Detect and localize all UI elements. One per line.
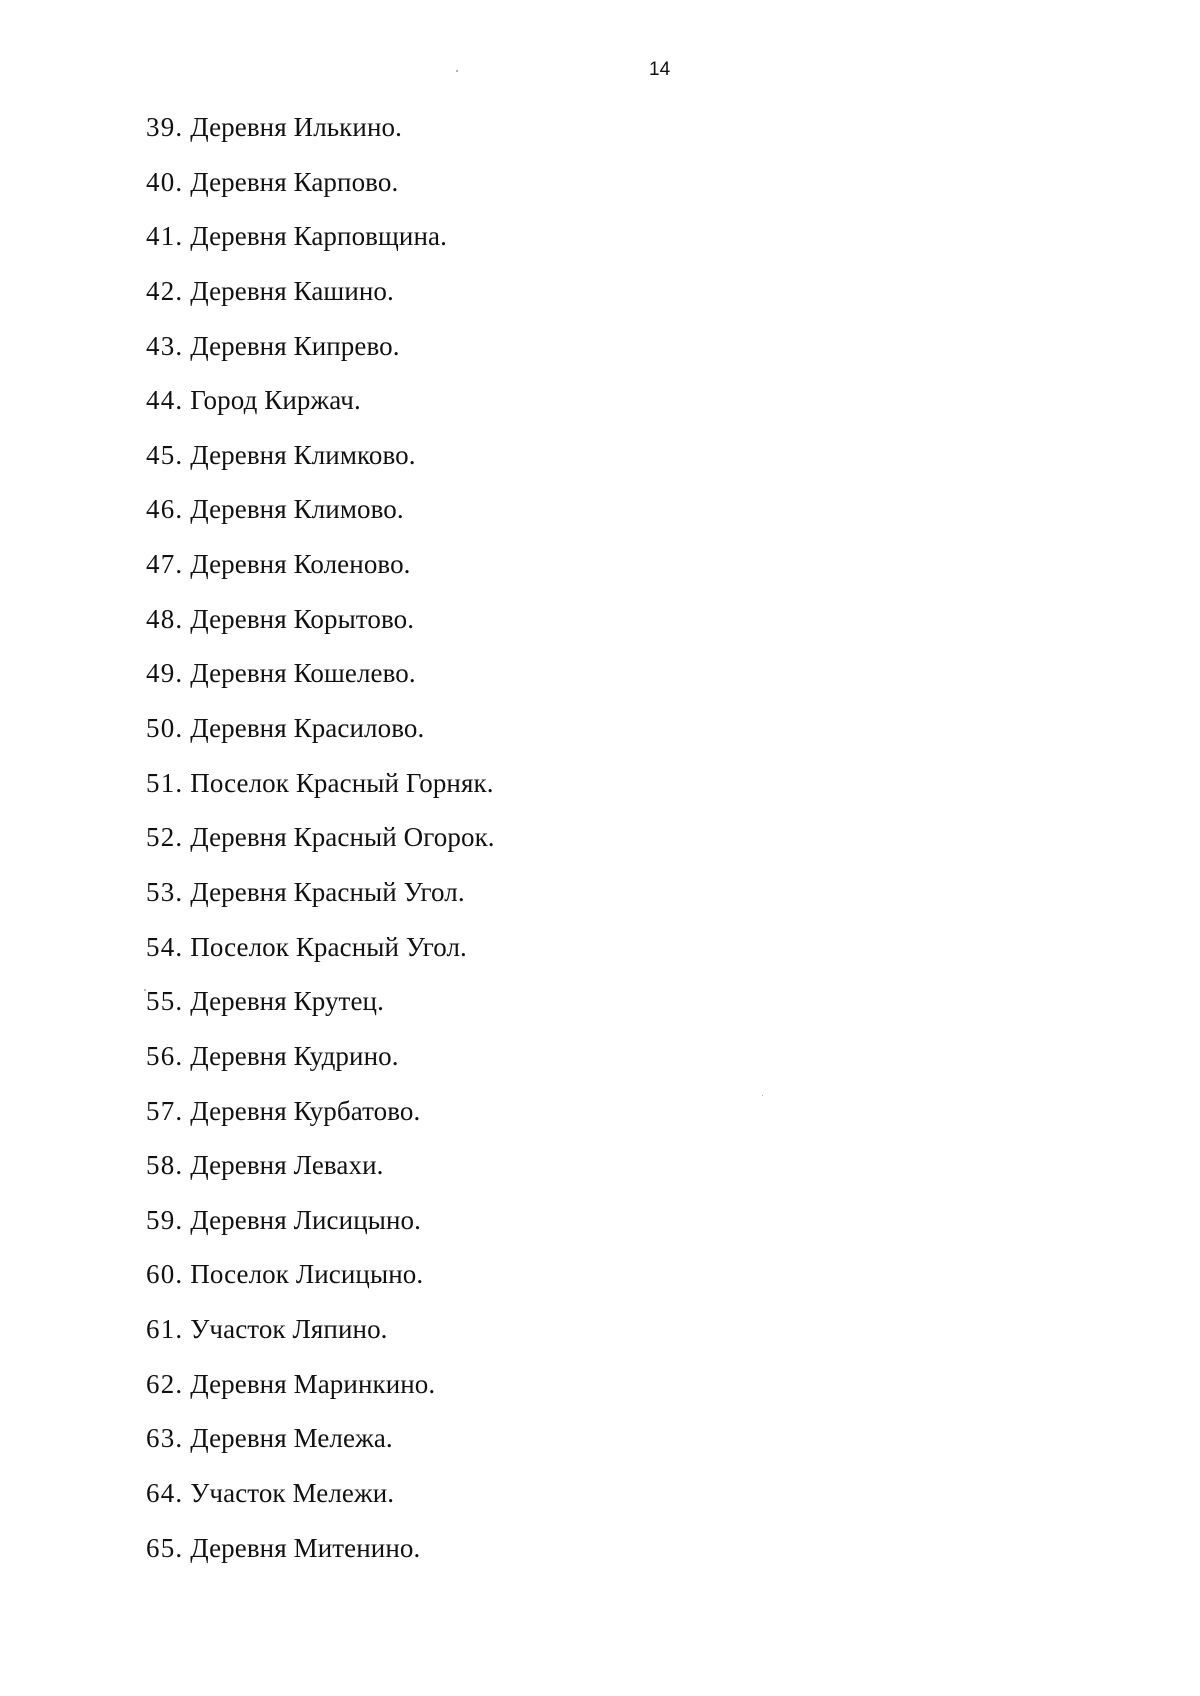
- item-text: Деревня Климково.: [190, 439, 416, 470]
- item-text: Деревня Красный Огорок.: [190, 822, 495, 853]
- list-item: [146, 164, 495, 219]
- item-text: Деревня Курбатово.: [190, 1095, 421, 1126]
- item-text: Поселок Лисицыно.: [190, 1259, 424, 1290]
- scan-speck: [762, 1095, 763, 1096]
- item-number: 46.: [146, 494, 184, 525]
- item-text: Деревня Мележа.: [190, 1423, 393, 1454]
- list-item: [146, 1202, 495, 1257]
- list-item: [146, 109, 495, 164]
- item-number: 64.: [146, 1478, 184, 1509]
- list-item: [146, 1420, 495, 1475]
- item-text: Участок Ляпино.: [190, 1314, 388, 1345]
- list-item: [146, 1038, 495, 1093]
- page-number: 14: [649, 59, 671, 80]
- item-text: Деревня Коленово.: [190, 549, 411, 580]
- item-number: 63.: [146, 1423, 184, 1454]
- item-text: Деревня Кипрево.: [190, 330, 400, 361]
- list-item: [146, 1093, 495, 1148]
- list-item: [146, 1256, 495, 1311]
- item-text: Город Киржач.: [190, 385, 361, 416]
- list-item: [146, 601, 495, 656]
- item-number: 59.: [146, 1204, 184, 1235]
- list-item: [146, 929, 495, 984]
- item-text: Деревня Карповщина.: [190, 221, 447, 252]
- item-text: Деревня Карпово.: [190, 166, 399, 197]
- item-number: 40.: [146, 166, 184, 197]
- item-text: Деревня Крутец.: [190, 986, 384, 1017]
- item-text: Деревня Маринкино.: [190, 1368, 436, 1399]
- item-number: 42.: [146, 275, 184, 306]
- item-number: 43.: [146, 330, 184, 361]
- item-number: 54.: [146, 931, 184, 962]
- item-number: 57.: [146, 1095, 184, 1126]
- item-number: 49.: [146, 658, 184, 689]
- list-item: [146, 710, 495, 765]
- list-item: [146, 655, 495, 710]
- item-text: Деревня Красный Угол.: [190, 876, 465, 907]
- item-text: Деревня Корытово.: [190, 603, 415, 634]
- item-number: 61.: [146, 1314, 184, 1345]
- list-item: [146, 218, 495, 273]
- scan-speck: [144, 989, 146, 991]
- item-number: 45.: [146, 439, 184, 470]
- item-number: 58.: [146, 1150, 184, 1181]
- item-text: Деревня Лисицыно.: [190, 1204, 421, 1235]
- item-number: 62.: [146, 1368, 184, 1399]
- item-number: 44.: [146, 385, 184, 416]
- item-number: 56.: [146, 1040, 184, 1071]
- list-item: [146, 1311, 495, 1366]
- item-number: 39.: [146, 112, 184, 142]
- list-item: [146, 1530, 495, 1585]
- item-number: 65.: [146, 1532, 184, 1563]
- list-item: [146, 765, 495, 820]
- list-item: [146, 382, 495, 437]
- item-number: 53.: [146, 876, 184, 907]
- settlement-list: [146, 109, 495, 1584]
- list-item: [146, 491, 495, 546]
- item-text: Деревня Илькино.: [190, 112, 402, 142]
- item-text: Деревня Красилово.: [190, 713, 425, 744]
- list-item: [146, 546, 495, 601]
- item-number: 55.: [146, 986, 184, 1017]
- item-number: 50.: [146, 713, 184, 744]
- item-text: Деревня Кошелево.: [190, 658, 416, 689]
- item-text: Поселок Красный Горняк.: [190, 767, 494, 798]
- item-text: Деревня Кудрино.: [190, 1040, 399, 1071]
- item-number: 48.: [146, 603, 184, 634]
- list-item: [146, 273, 495, 328]
- list-item: [146, 437, 495, 492]
- list-item: [146, 983, 495, 1038]
- scan-speck: [456, 70, 458, 72]
- item-number: 51.: [146, 767, 184, 798]
- item-number: 47.: [146, 549, 184, 580]
- list-item: [146, 1366, 495, 1421]
- item-number: 60.: [146, 1259, 184, 1290]
- list-item: [146, 328, 495, 383]
- item-text: Деревня Митенино.: [190, 1532, 421, 1563]
- item-text: Поселок Красный Угол.: [190, 931, 467, 962]
- list-item: [146, 1475, 495, 1530]
- item-text: Деревня Климово.: [190, 494, 404, 525]
- item-text: Участок Мележи.: [190, 1478, 395, 1509]
- item-text: Деревня Кашино.: [190, 275, 394, 306]
- list-item: [146, 1147, 495, 1202]
- list-item: [146, 819, 495, 874]
- item-number: 52.: [146, 822, 184, 853]
- list-item: [146, 874, 495, 929]
- item-text: Деревня Левахи.: [190, 1150, 384, 1181]
- item-number: 41.: [146, 221, 184, 252]
